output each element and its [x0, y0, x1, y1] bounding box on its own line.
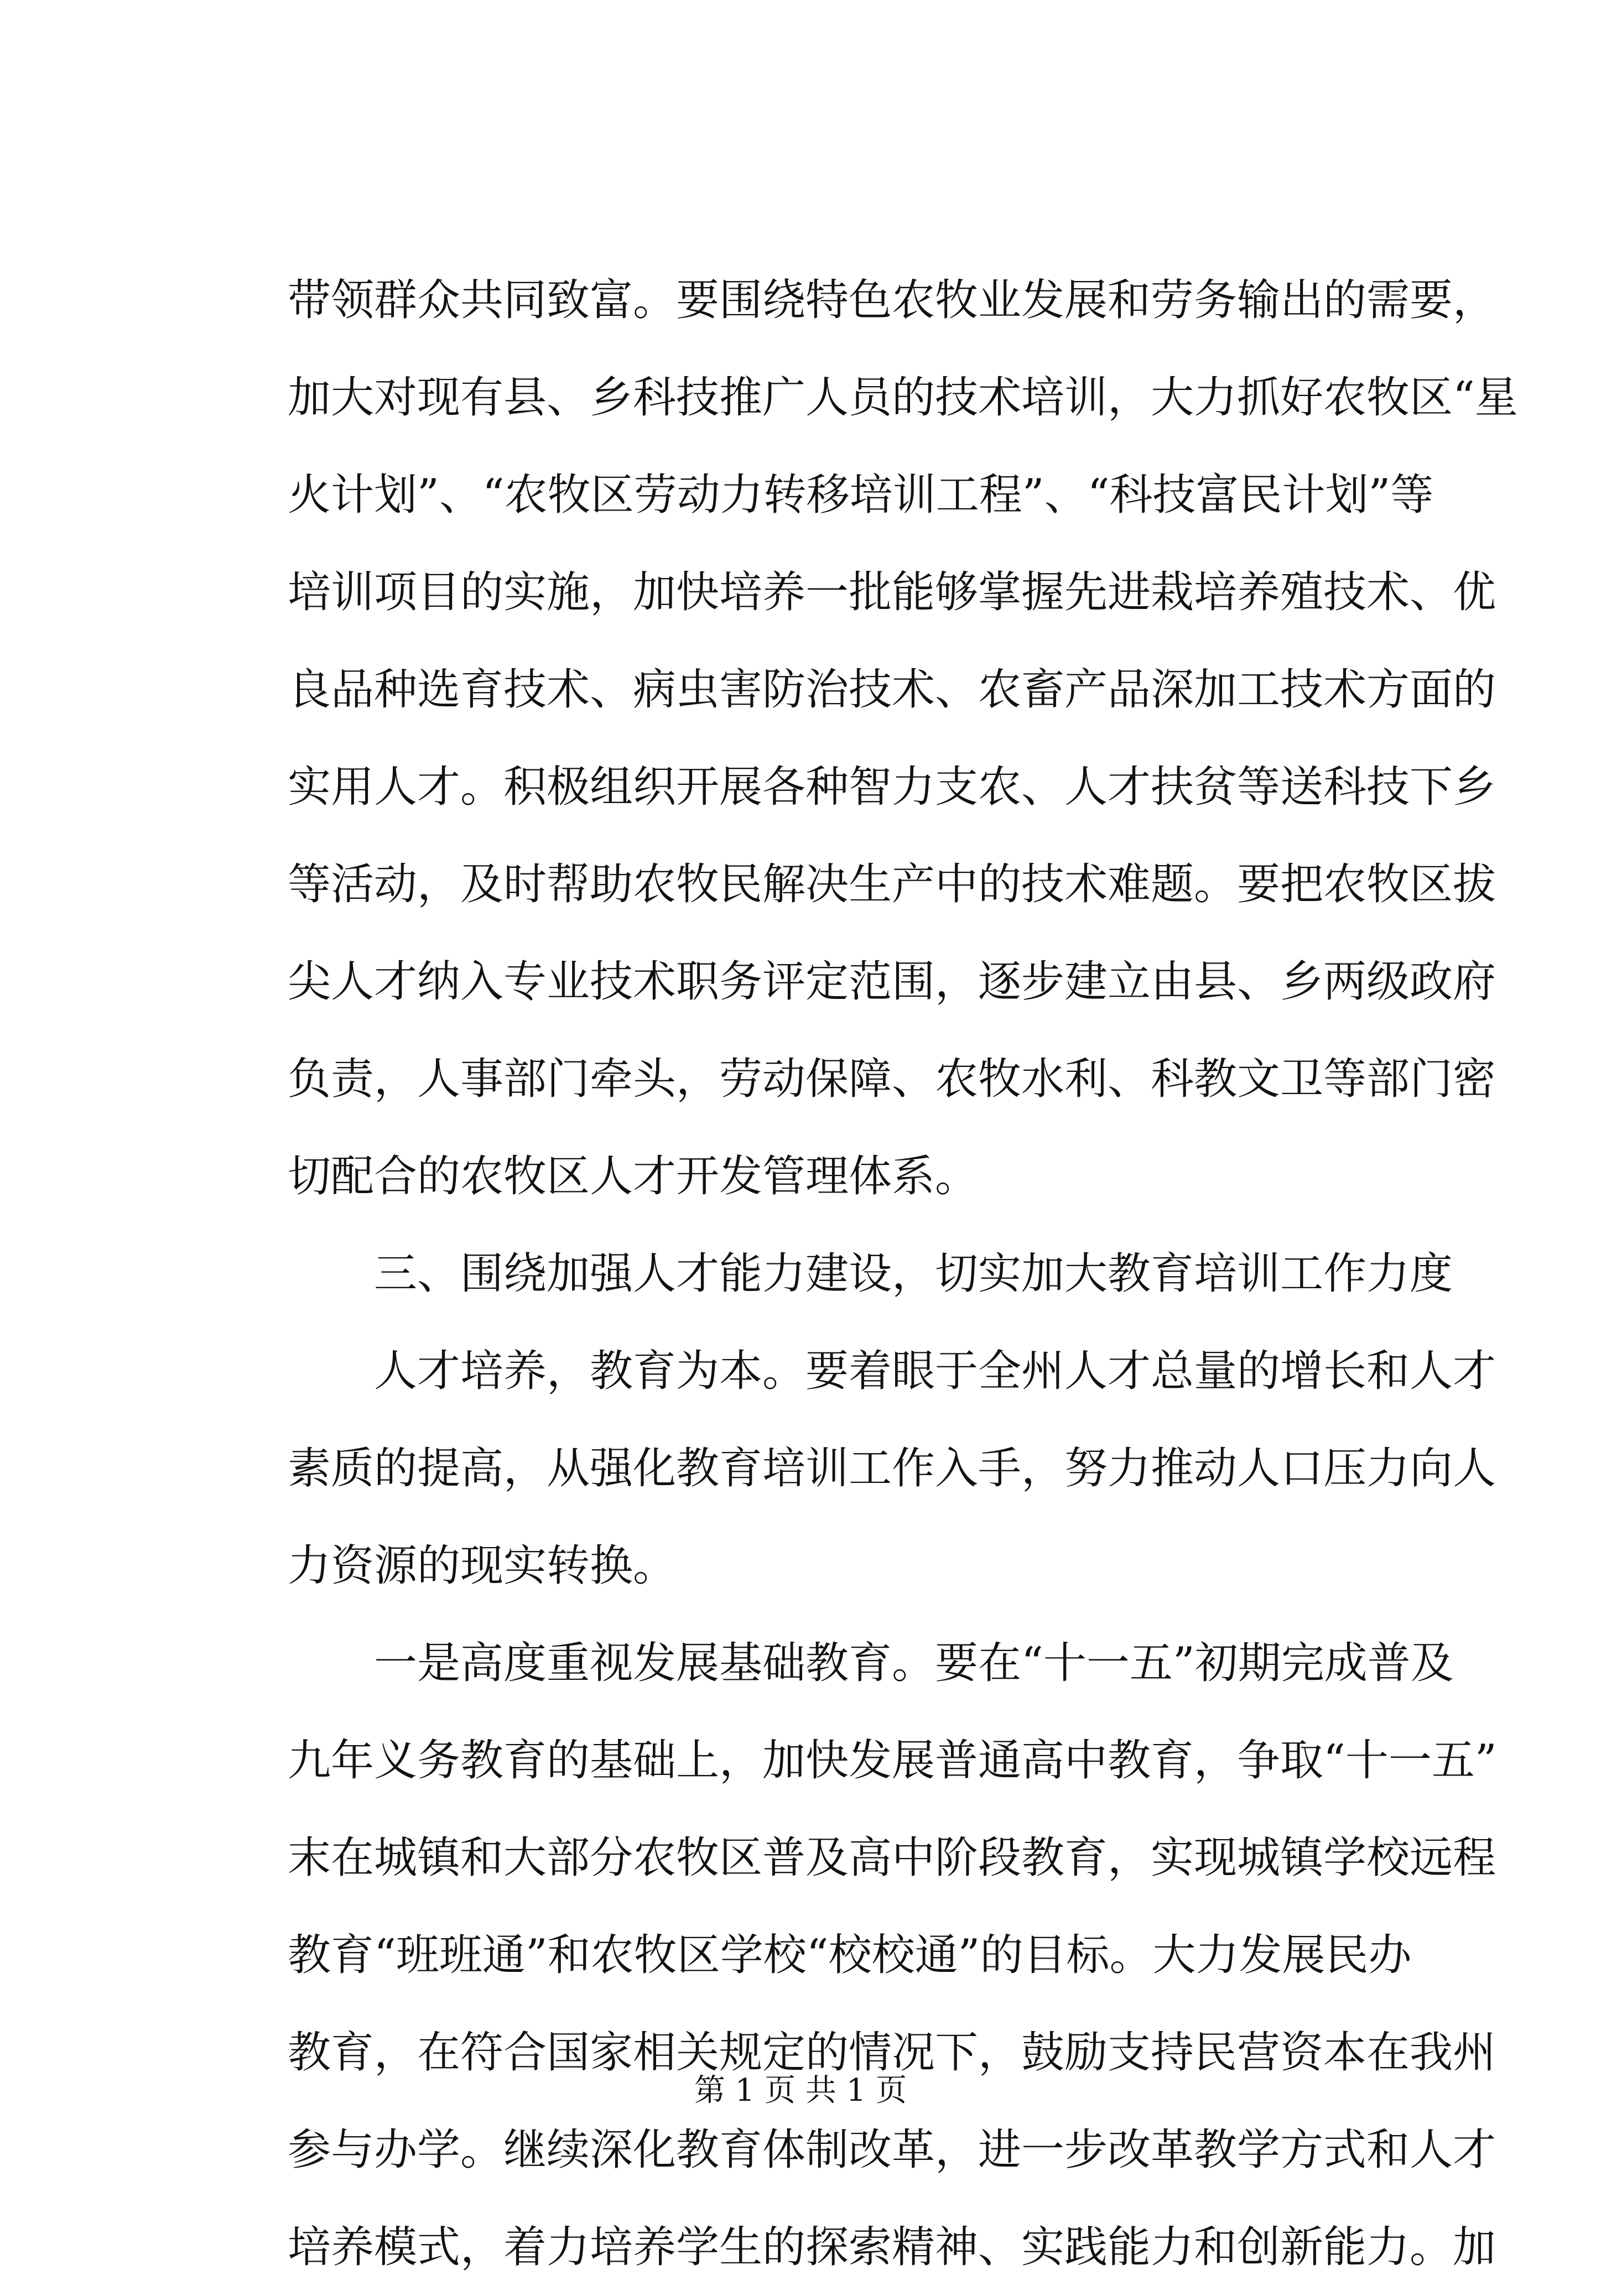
text-line: 一是高度重视发展基础教育。要在“十一五”初期完成普及 — [374, 1638, 1454, 1688]
text-line: 加大对现有县、乡科技推广人员的技术培训，大力抓好农牧区“星 — [288, 373, 1518, 423]
document-body — [288, 252, 1518, 2296]
text-line: 参与办学。继续深化教育体制改革，进一步改革教学方式和人才 — [288, 2125, 1496, 2175]
text-line: 实用人才。积极组织开展各种智力支农、人才扶贫等送科技下乡 — [288, 762, 1496, 812]
text-line: 尖人才纳入专业技术职务评定范围，逐步建立由县、乡两级政府 — [288, 957, 1496, 1007]
text-line: 负责，人事部门牵头，劳动保障、农牧水利、科教文卫等部门密 — [288, 1054, 1496, 1104]
text-line: 切配合的农牧区人才开发管理体系。 — [288, 1152, 979, 1201]
text-line: 人才培养，教育为本。要着眼于全州人才总量的增长和人才 — [374, 1346, 1496, 1396]
text-line: 三、围绕加强人才能力建设，切实加大教育培训工作力度 — [374, 1249, 1453, 1299]
text-line: 带领群众共同致富。要围绕特色农牧业发展和劳务输出的需要， — [288, 275, 1496, 325]
text-line: 培养模式，着力培养学生的探索精神、实践能力和创新能力。加 — [288, 2222, 1496, 2272]
text-line: 教育，在符合国家相关规定的情况下，鼓励支持民营资本在我州 — [288, 2028, 1496, 2078]
text-line: 培训项目的实施，加快培养一批能够掌握先进栽培养殖技术、优 — [288, 568, 1496, 617]
text-line: 等活动，及时帮助农牧民解决生产中的技术难题。要把农牧区拔 — [288, 860, 1496, 909]
text-line: 素质的提高，从强化教育培训工作入手，努力推动人口压力向人 — [288, 1444, 1496, 1493]
text-line: 良品种选育技术、病虫害防治技术、农畜产品深加工技术方面的 — [288, 665, 1496, 715]
text-line: 力资源的现实转换。 — [288, 1541, 677, 1591]
text-line: 末在城镇和大部分农牧区普及高中阶段教育，实现城镇学校远程 — [288, 1833, 1496, 1883]
text-line: 教育“班班通”和农牧区学校“校校通”的目标。大力发展民办 — [288, 1930, 1412, 1980]
page-footer: 第 1 页 共 1 页 — [694, 2073, 907, 2108]
text-line: 九年义务教育的基础上，加快发展普通高中教育，争取“十一五” — [288, 1736, 1497, 1785]
text-line: 火计划”、“农牧区劳动力转移培训工程”、“科技富民计划”等 — [288, 470, 1434, 520]
